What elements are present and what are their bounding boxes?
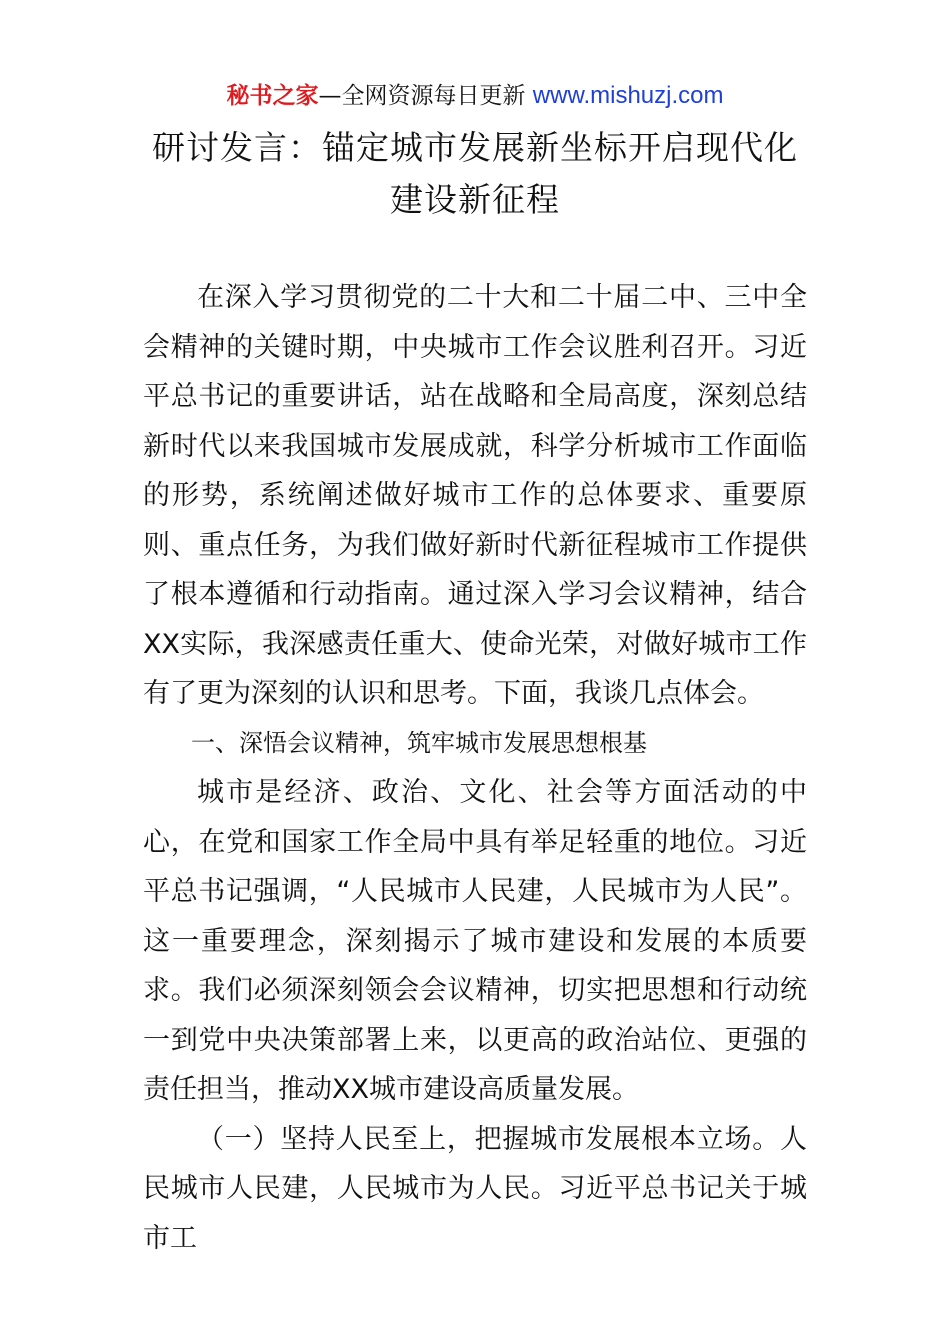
site-name: 秘书之家 (226, 83, 319, 109)
site-header (0, 80, 950, 112)
section-heading: 一、深悟会议精神，筑牢城市发展思想根基 (191, 728, 647, 757)
document-body (143, 273, 807, 1263)
site-url-link[interactable]: www.mishuzj.com (532, 82, 724, 109)
site-tagline: —全网资源每日更新 (318, 83, 526, 109)
body-paragraph: 城市是经济、政治、文化、社会等方面活动的中心，在党和国家工作全局中具有举足轻重的地位。习近平总书记强调，“人民城市人民建，人民城市为人民”。这一重要理念，深刻揭示了城市建设和发展的本质要求。我们必须深刻领会会议精神，切实把思想和行动统一到党中央决策部署上来，以更高的政治站位、更强的责任担当，推动XX城市建设高质量发展。 (143, 777, 807, 1105)
document-title: 研讨发言：锚定城市发展新坐标开启现代化建设新征程 (152, 128, 798, 219)
intro-paragraph: 在深入学习贯彻党的二十大和二十届二中、三中全会精神的关键时期，中央城市工作会议胜利召开。习近平总书记的重要讲话，站在战略和全局高度，深刻总结新时代以来我国城市发展成就，科学分析城市工作面临的形势，系统阐述做好城市工作的总体要求、重要原则、重点任务，为我们做好新时代新征程城市工作提供了根本遵循和行动指南。通过深入学习会议精神，结合XX实际，我深感责任重大、使命光荣，对做好城市工作有了更为深刻的认识和思考。下面，我谈几点体会。 (143, 282, 807, 709)
subsection-paragraph: （一）坚持人民至上，把握城市发展根本立场。人民城市人民建，人民城市为人民。习近平总书记关于城市工 (143, 1123, 807, 1254)
